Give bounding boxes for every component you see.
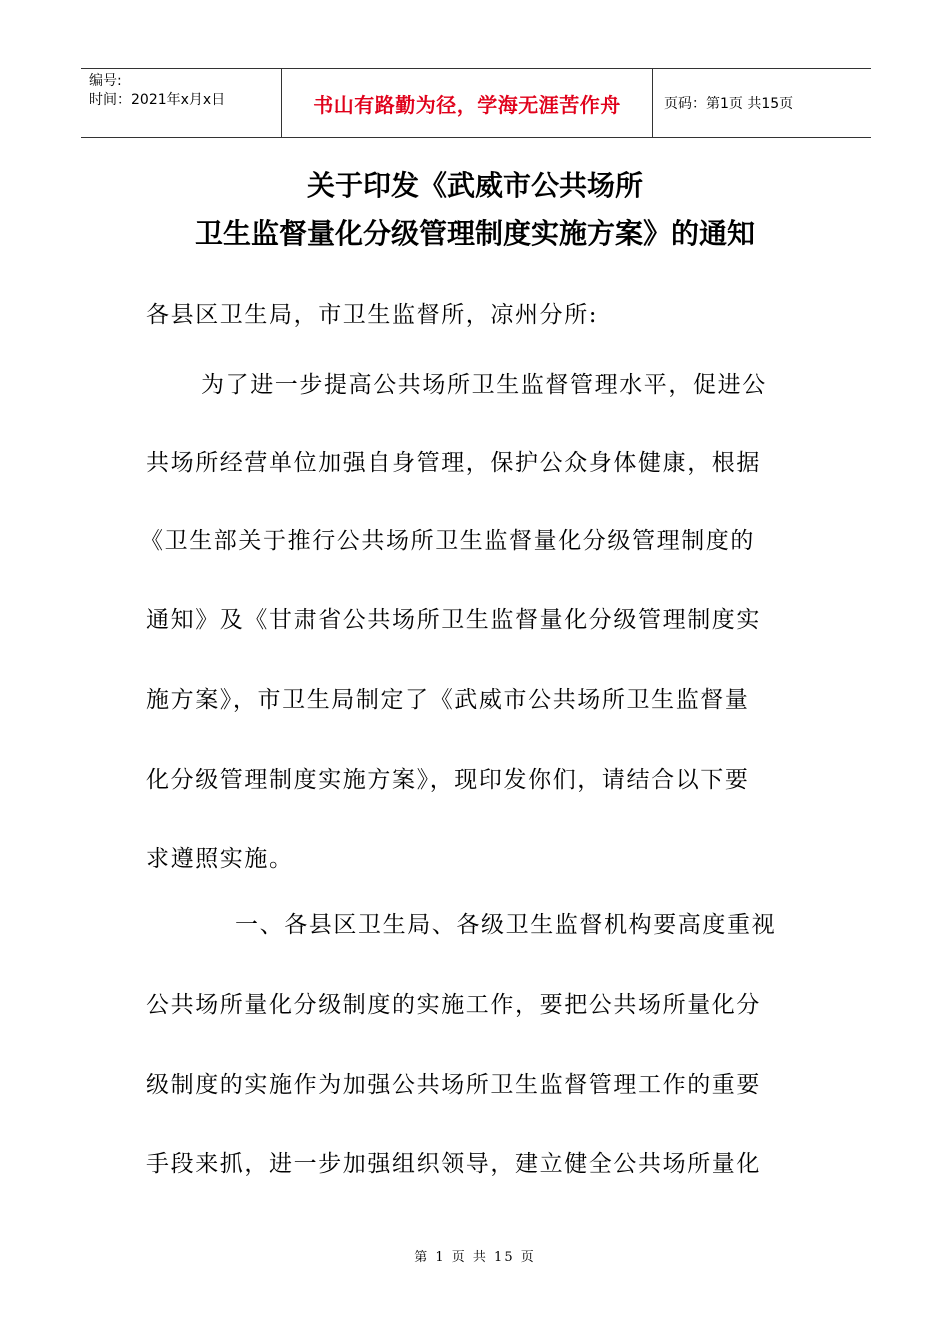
salutation: 各县区卫生局，市卫生监督所，凉州分所:: [146, 302, 599, 328]
document-header: [81, 68, 871, 138]
body-line: 为了进一步提高公共场所卫生监督管理水平，促进公: [201, 372, 767, 398]
body-line: 公共场所量化分级制度的实施工作，要把公共场所量化分: [146, 992, 761, 1018]
document-title-line-2: 卫生监督量化分级管理制度实施方案》的通知: [194, 217, 755, 250]
body-line: 一、各县区卫生局、各级卫生监督机构要高度重视: [235, 912, 777, 938]
document-title-line-1: 关于印发《武威市公共场所: [306, 169, 643, 202]
header-page-cell: [653, 69, 871, 137]
header-meta-cell: [81, 69, 282, 137]
body-line: 通知》及《甘肃省公共场所卫生监督量化分级管理制度实: [146, 607, 761, 633]
page-footer: 第 1 页 共 15 页: [414, 1250, 536, 1265]
time-label: 时间：2021年x月x日: [89, 92, 226, 108]
motto-text: 书山有路勤为径，学海无涯苦作舟: [313, 92, 621, 117]
body-line: 施方案》，市卫生局制定了《武威市公共场所卫生监督量: [146, 687, 750, 713]
page-info: 页码：第1页 共15页: [664, 96, 794, 112]
body-line: 级制度的实施作为加强公共场所卫生监督管理工作的重要: [146, 1072, 761, 1098]
body-line: 求遵照实施。: [146, 846, 294, 872]
body-line: 《卫生部关于推行公共场所卫生监督量化分级管理制度的: [140, 528, 755, 554]
body-line: 共场所经营单位加强自身管理，保护公众身体健康，根据: [146, 450, 761, 476]
number-label: 编号:: [89, 73, 122, 89]
body-line: 手段来抓，进一步加强组织领导，建立健全公共场所量化: [146, 1151, 761, 1177]
body-line: 化分级管理制度实施方案》，现印发你们，请结合以下要: [146, 767, 750, 793]
header-motto-cell: [282, 69, 653, 137]
